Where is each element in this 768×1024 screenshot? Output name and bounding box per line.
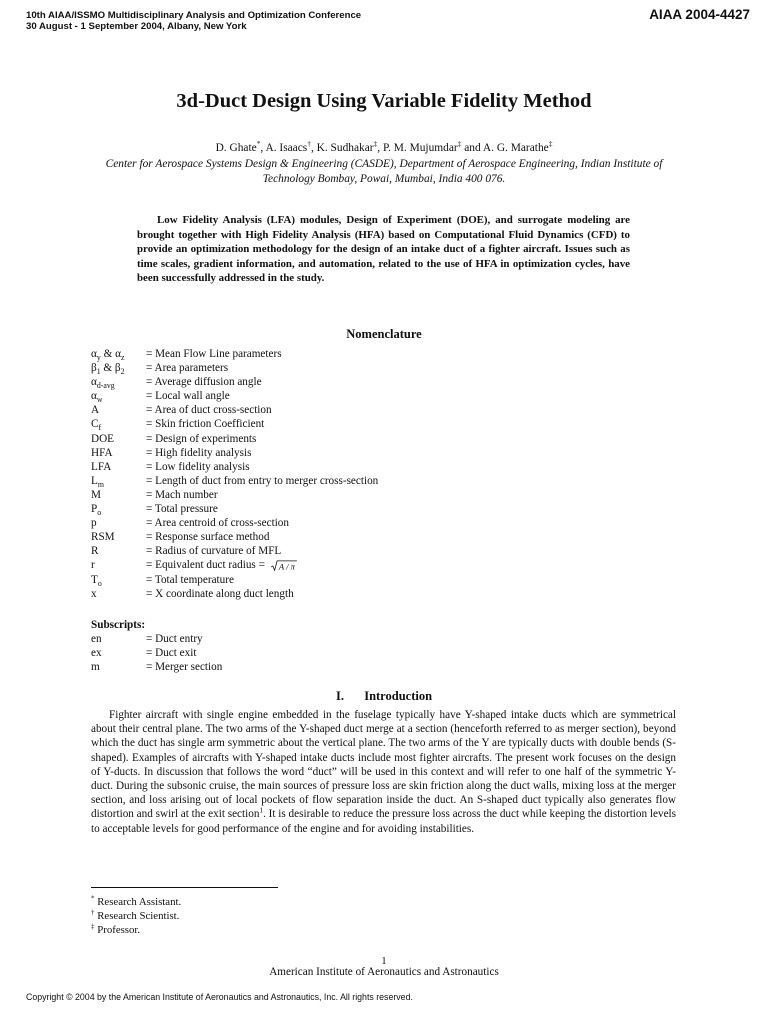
nomenclature-definition: = Skin friction Coefficient xyxy=(146,418,265,431)
paper-title: 3d-Duct Design Using Variable Fidelity Method xyxy=(176,90,592,112)
footnote xyxy=(91,895,181,909)
author: P. M. Mujumdar xyxy=(383,142,458,154)
nomenclature-row xyxy=(91,544,378,558)
subscript-symbol: m xyxy=(91,661,100,674)
nomenclature-row xyxy=(91,530,378,544)
publisher: American Institute of Aeronautics and Astronautics xyxy=(269,966,499,978)
nomenclature-row xyxy=(91,347,378,361)
paper-id: AIAA 2004-4427 xyxy=(649,7,750,22)
subscript-symbol: ex xyxy=(91,647,102,660)
subscript-definition: = Duct exit xyxy=(146,647,197,660)
nomenclature-definition: = Mean Flow Line parameters xyxy=(146,348,282,360)
nomenclature-symbol: p xyxy=(91,517,97,530)
author-mark: ‡ xyxy=(373,139,378,149)
nomenclature-symbol: $\alpha_{d-avg}$ xyxy=(91,376,115,391)
nomenclature-row xyxy=(91,432,378,446)
footnote-divider xyxy=(91,887,278,888)
subscript-row xyxy=(91,660,222,674)
nomenclature-symbol: $P_o$ xyxy=(91,503,102,518)
footnote xyxy=(91,923,181,937)
footnote-mark: ‡ xyxy=(91,922,95,931)
conference-line-1: 10th AIAA/ISSMO Multidisciplinary Analysis and Optimization Conference xyxy=(26,10,362,21)
nomenclature-row xyxy=(91,474,378,488)
nomenclature-row xyxy=(91,361,378,375)
nomenclature-definition: = Response surface method xyxy=(146,531,270,544)
nomenclature-row xyxy=(91,502,378,516)
nomenclature-definition: = Total temperature xyxy=(146,573,234,586)
nomenclature-symbol: A xyxy=(91,404,100,417)
author-mark: ‡ xyxy=(457,139,462,149)
nomenclature-symbol: M xyxy=(91,488,101,501)
nomenclature-row xyxy=(91,558,378,572)
nomenclature-symbol: x xyxy=(91,587,97,600)
abstract: Low Fidelity Analysis (LFA) modules, Design of Experiment (DOE), and surrogate modeling are brought together with High Fidelity Analysis (HFA) based on Computational Fluid Dynamics (CFD) to provide an optimization methodology for the design of an intake duct of a fighter aircraft. Issues such as time scales, gradient information, and automation, related to the use of HFA in optimization cycles, have been successfully addressed in the study. xyxy=(137,214,630,285)
nomenclature-row xyxy=(91,573,378,587)
nomenclature-definition xyxy=(146,558,300,572)
nomenclature-row xyxy=(91,417,378,431)
footnote-text: Research Assistant. xyxy=(97,896,182,908)
subscript-symbol: en xyxy=(91,633,102,645)
nomenclature-definition: = Area parameters xyxy=(146,362,229,375)
nomenclature-row xyxy=(91,587,378,601)
author-separator: , xyxy=(377,142,383,154)
nomenclature-row xyxy=(91,389,378,403)
citation: 1 xyxy=(259,806,264,815)
footnote-mark: * xyxy=(91,894,95,903)
nomenclature-definition: = X coordinate along duct length xyxy=(146,587,294,600)
author-mark: * xyxy=(256,139,261,149)
author: D. Ghate xyxy=(215,142,257,154)
footnote xyxy=(91,909,181,923)
nomenclature-definition: = High fidelity analysis xyxy=(146,446,252,459)
nomenclature-definition: = Design of experiments xyxy=(146,432,257,445)
author: A. Isaacs xyxy=(265,142,308,154)
conference-header xyxy=(26,11,361,32)
author-list xyxy=(0,139,768,154)
nomenclature-definition: = Area centroid of cross-section xyxy=(146,517,289,530)
page-number: 1 xyxy=(381,955,387,967)
nomenclature-definition: = Total pressure xyxy=(146,503,218,516)
introduction-paragraph xyxy=(91,708,676,836)
subscript-definition: = Duct entry xyxy=(146,633,203,645)
author: K. Sudhakar xyxy=(316,142,374,154)
footnotes xyxy=(91,895,181,938)
subscripts-heading: Subscripts: xyxy=(91,619,146,631)
nomenclature-symbol: R xyxy=(91,545,99,558)
nomenclature-symbol: r xyxy=(91,559,95,572)
nomenclature-row xyxy=(91,516,378,530)
nomenclature-symbol: HFA xyxy=(91,446,113,459)
radius-definition-text: = Equivalent duct radius = xyxy=(146,559,265,572)
nomenclature-symbol: $\beta_1$ & $\beta_2$ xyxy=(91,362,125,377)
radius-formula: A / π xyxy=(278,561,295,572)
nomenclature-symbol: LFA xyxy=(91,460,112,473)
nomenclature-symbol: $L_m$ xyxy=(91,474,104,490)
nomenclature-row xyxy=(91,446,378,460)
section-number: I. xyxy=(335,689,344,703)
nomenclature-symbol: DOE xyxy=(91,432,114,445)
author-separator: , xyxy=(260,142,266,154)
nomenclature-symbol: $\alpha_y$ & $\alpha_z$ xyxy=(91,348,125,363)
footnote-text: Professor. xyxy=(97,924,141,937)
square-root-formula xyxy=(268,560,300,572)
footnote-text: Research Scientist. xyxy=(97,910,180,923)
copyright-notice: Copyright © 2004 by the American Institute of Aeronautics and Astronautics, Inc. All rights reserved. xyxy=(26,992,413,1002)
author-mark: ‡ xyxy=(548,139,553,149)
nomenclature-definition: = Low fidelity analysis xyxy=(146,460,250,473)
footnote-mark: † xyxy=(91,908,95,917)
nomenclature-row xyxy=(91,488,378,502)
subscripts-list xyxy=(91,632,222,674)
conference-line-2: 30 August - 1 September 2004, Albany, New York xyxy=(26,20,247,32)
affiliation: Center for Aerospace Systems Design & Engineering (CASDE), Department of Aerospace Engineering, Indian Institute of Technology Bombay, Powai, Mumbai, India 400 076. xyxy=(105,158,663,185)
nomenclature-symbol: RSM xyxy=(91,531,115,544)
nomenclature-heading: Nomenclature xyxy=(346,327,422,341)
nomenclature-definition: = Length of duct from entry to merger cross-section xyxy=(146,474,379,487)
section-title: Introduction xyxy=(364,689,433,703)
nomenclature-definition: = Radius of curvature of MFL xyxy=(146,545,282,558)
introduction-text: Fighter aircraft with single engine embedded in the fuselage typically have Y-shaped intake ducts which are symmetrical about their central plane. The two arms of the Y-shaped duct merge at a section (henceforth referred to as merger section), beyond which the duct has single arm symmetric about the vertical plane. The two arms of the Y are typically ducts with double bends (S-shaped). Examples of aircrafts with Y-shaped intake ducts include most fighter aircrafts. The present work focuses on the design of Y-ducts. In discussion that follows the word “duct” will be used in this context and will refer to one half of the symmetric Y-duct. During the subsonic cruise, the main sources of pressure loss are skin friction along the duct walls, mixing loss at the merger section, and loss arising out of local pockets of flow separation inside the duct. An S-shaped duct typically also generates flow distortion and swirl at the exit section xyxy=(91,709,676,821)
author: A. G. Marathe xyxy=(482,142,549,154)
subscript-row xyxy=(91,646,222,660)
subscript-definition: = Merger section xyxy=(146,661,223,674)
nomenclature-definition: = Local wall angle xyxy=(146,390,230,403)
nomenclature-row xyxy=(91,403,378,417)
nomenclature-definition: = Average diffusion angle xyxy=(146,376,262,389)
nomenclature-symbol: $T_o$ xyxy=(91,573,102,588)
nomenclature-definition: = Area of duct cross-section xyxy=(146,404,272,417)
subscript-row xyxy=(91,632,222,646)
nomenclature-row xyxy=(91,460,378,474)
nomenclature-symbol: $C_f$ xyxy=(91,418,102,433)
nomenclature-symbol: $\alpha_w$ xyxy=(91,390,103,405)
nomenclature-row xyxy=(91,375,378,389)
author-separator: and xyxy=(461,142,483,154)
introduction-heading xyxy=(0,689,768,704)
author-mark: † xyxy=(307,139,311,149)
author-separator: , xyxy=(310,142,317,154)
introduction-text-continued: . It is desirable to reduce the pressure loss across the duct while keeping the distortion levels to acceptable levels for good performance of the engine and for avoiding instabilities. xyxy=(91,808,676,835)
nomenclature-definition: = Mach number xyxy=(146,488,218,501)
nomenclature-list xyxy=(91,347,378,601)
